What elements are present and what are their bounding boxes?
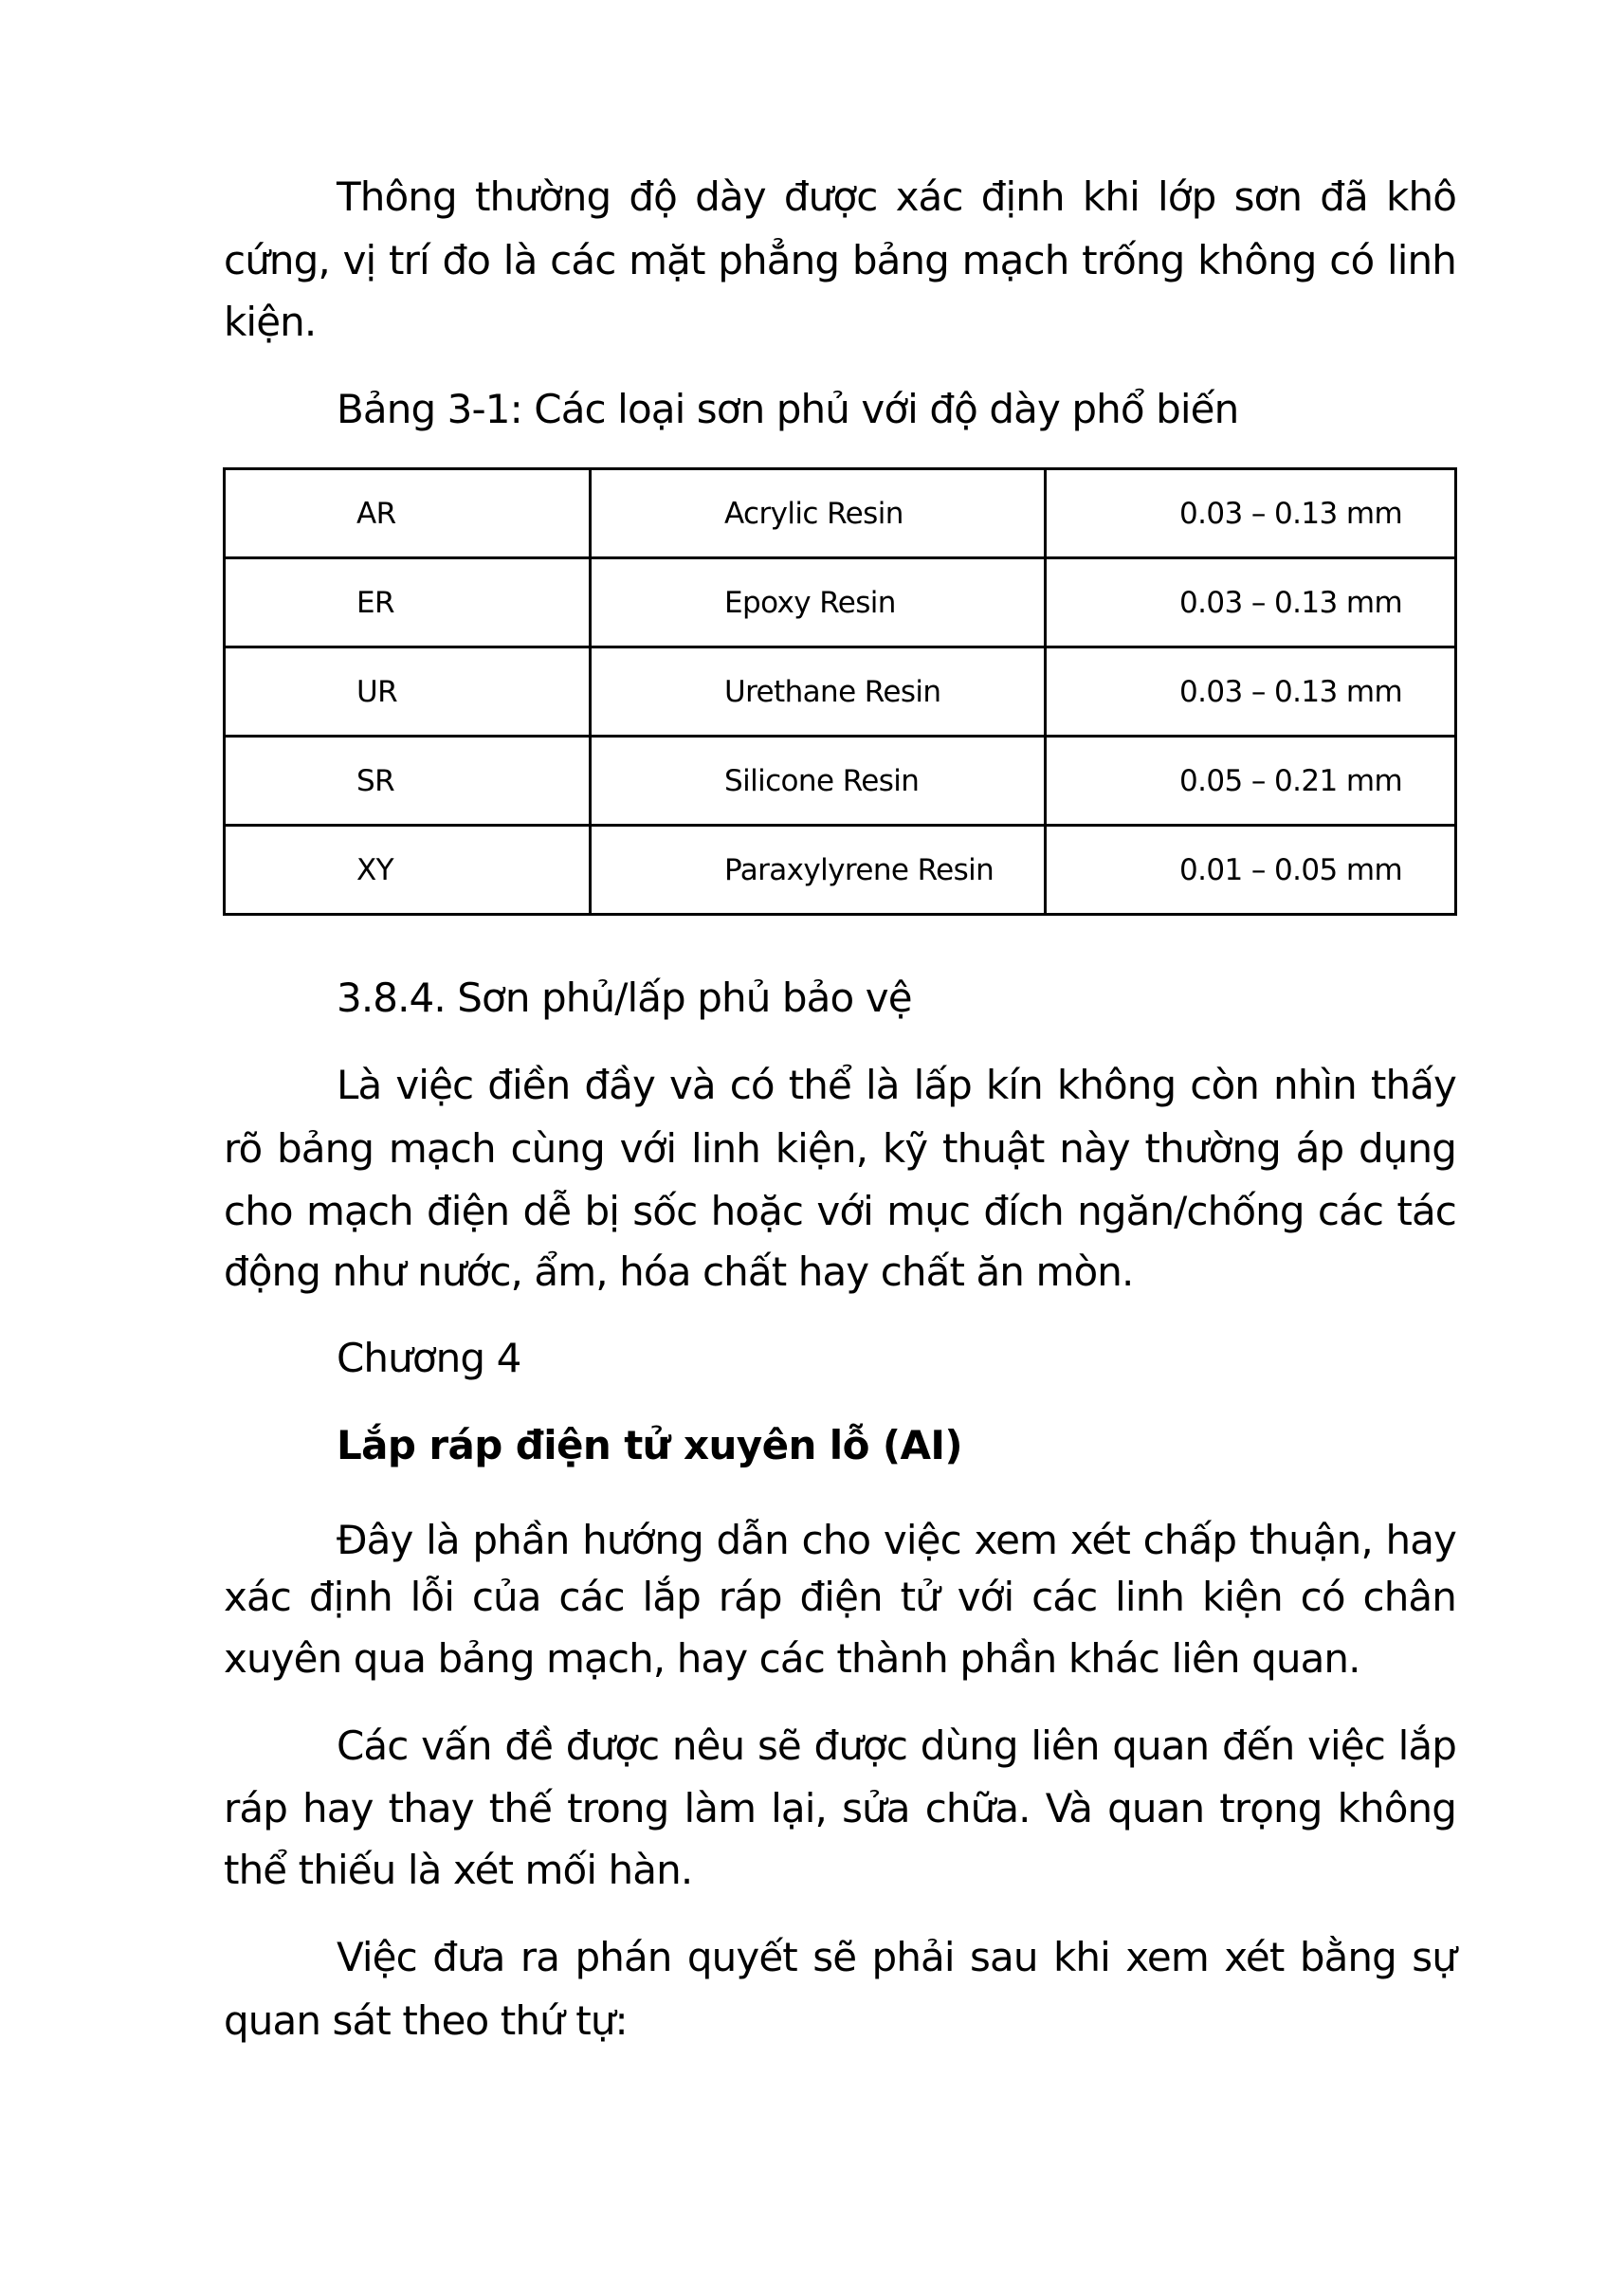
table-row bbox=[225, 737, 1456, 826]
paragraph-4-line-3: thể thiếu là xét mối hàn. bbox=[224, 1847, 693, 1893]
paragraph-2-line-3: cho mạch điện dễ bị sốc hoặc với mục đích ngăn/chống các tác bbox=[224, 1188, 1456, 1234]
cell-thickness: 0.05 – 0.21 mm bbox=[1046, 737, 1456, 826]
cell-name: Acrylic Resin bbox=[591, 469, 1046, 558]
paragraph-1-line-3: kiện. bbox=[224, 299, 317, 345]
paragraph-1-line-1: Thông thường độ dày được xác định khi lớp sơn đã khô bbox=[337, 173, 1456, 220]
cell-name: Epoxy Resin bbox=[591, 558, 1046, 647]
paragraph-5-line-1: Việc đưa ra phán quyết sẽ phải sau khi xem xét bằng sự bbox=[337, 1934, 1456, 1980]
paragraph-3-line-3: xuyên qua bảng mạch, hay các thành phần khác liên quan. bbox=[224, 1635, 1360, 1682]
table-row bbox=[225, 469, 1456, 558]
cell-thickness: 0.03 – 0.13 mm bbox=[1046, 469, 1456, 558]
paragraph-4-line-1: Các vấn đề được nêu sẽ được dùng liên quan đến việc lắp bbox=[337, 1722, 1456, 1769]
table-caption: Bảng 3-1: Các loại sơn phủ với độ dày phổ biến bbox=[337, 386, 1239, 432]
cell-name: Silicone Resin bbox=[591, 737, 1046, 826]
paragraph-3-line-1: Đây là phần hướng dẫn cho việc xem xét chấp thuận, hay bbox=[337, 1517, 1456, 1563]
chapter-label: Chương 4 bbox=[337, 1335, 521, 1381]
cell-name: Paraxylyrene Resin bbox=[591, 826, 1046, 915]
coating-thickness-table bbox=[223, 467, 1457, 916]
cell-name: Urethane Resin bbox=[591, 647, 1046, 737]
chapter-title: Lắp ráp điện tử xuyên lỗ (AI) bbox=[337, 1422, 962, 1468]
paragraph-4-line-2: ráp hay thay thế trong làm lại, sửa chữa. Và quan trọng không bbox=[224, 1785, 1456, 1831]
paragraph-2-line-2: rõ bảng mạch cùng với linh kiện, kỹ thuật này thường áp dụng bbox=[224, 1125, 1456, 1172]
cell-code: SR bbox=[225, 737, 591, 826]
cell-thickness: 0.03 – 0.13 mm bbox=[1046, 558, 1456, 647]
paragraph-1-line-2: cứng, vị trí đo là các mặt phẳng bảng mạch trống không có linh bbox=[224, 237, 1456, 283]
paragraph-5-line-2: quan sát theo thứ tự: bbox=[224, 1997, 628, 2044]
section-heading: 3.8.4. Sơn phủ/lấp phủ bảo vệ bbox=[337, 975, 912, 1021]
cell-thickness: 0.01 – 0.05 mm bbox=[1046, 826, 1456, 915]
cell-code: XY bbox=[225, 826, 591, 915]
cell-code: ER bbox=[225, 558, 591, 647]
paragraph-2-line-4: động như nước, ẩm, hóa chất hay chất ăn mòn. bbox=[224, 1248, 1134, 1295]
cell-code: AR bbox=[225, 469, 591, 558]
cell-thickness: 0.03 – 0.13 mm bbox=[1046, 647, 1456, 737]
table-row bbox=[225, 558, 1456, 647]
cell-code: UR bbox=[225, 647, 591, 737]
paragraph-2-line-1: Là việc điền đầy và có thể là lấp kín không còn nhìn thấy bbox=[337, 1062, 1456, 1108]
table-row bbox=[225, 826, 1456, 915]
table-row bbox=[225, 647, 1456, 737]
paragraph-3-line-2: xác định lỗi của các lắp ráp điện tử với các linh kiện có chân bbox=[224, 1574, 1456, 1620]
